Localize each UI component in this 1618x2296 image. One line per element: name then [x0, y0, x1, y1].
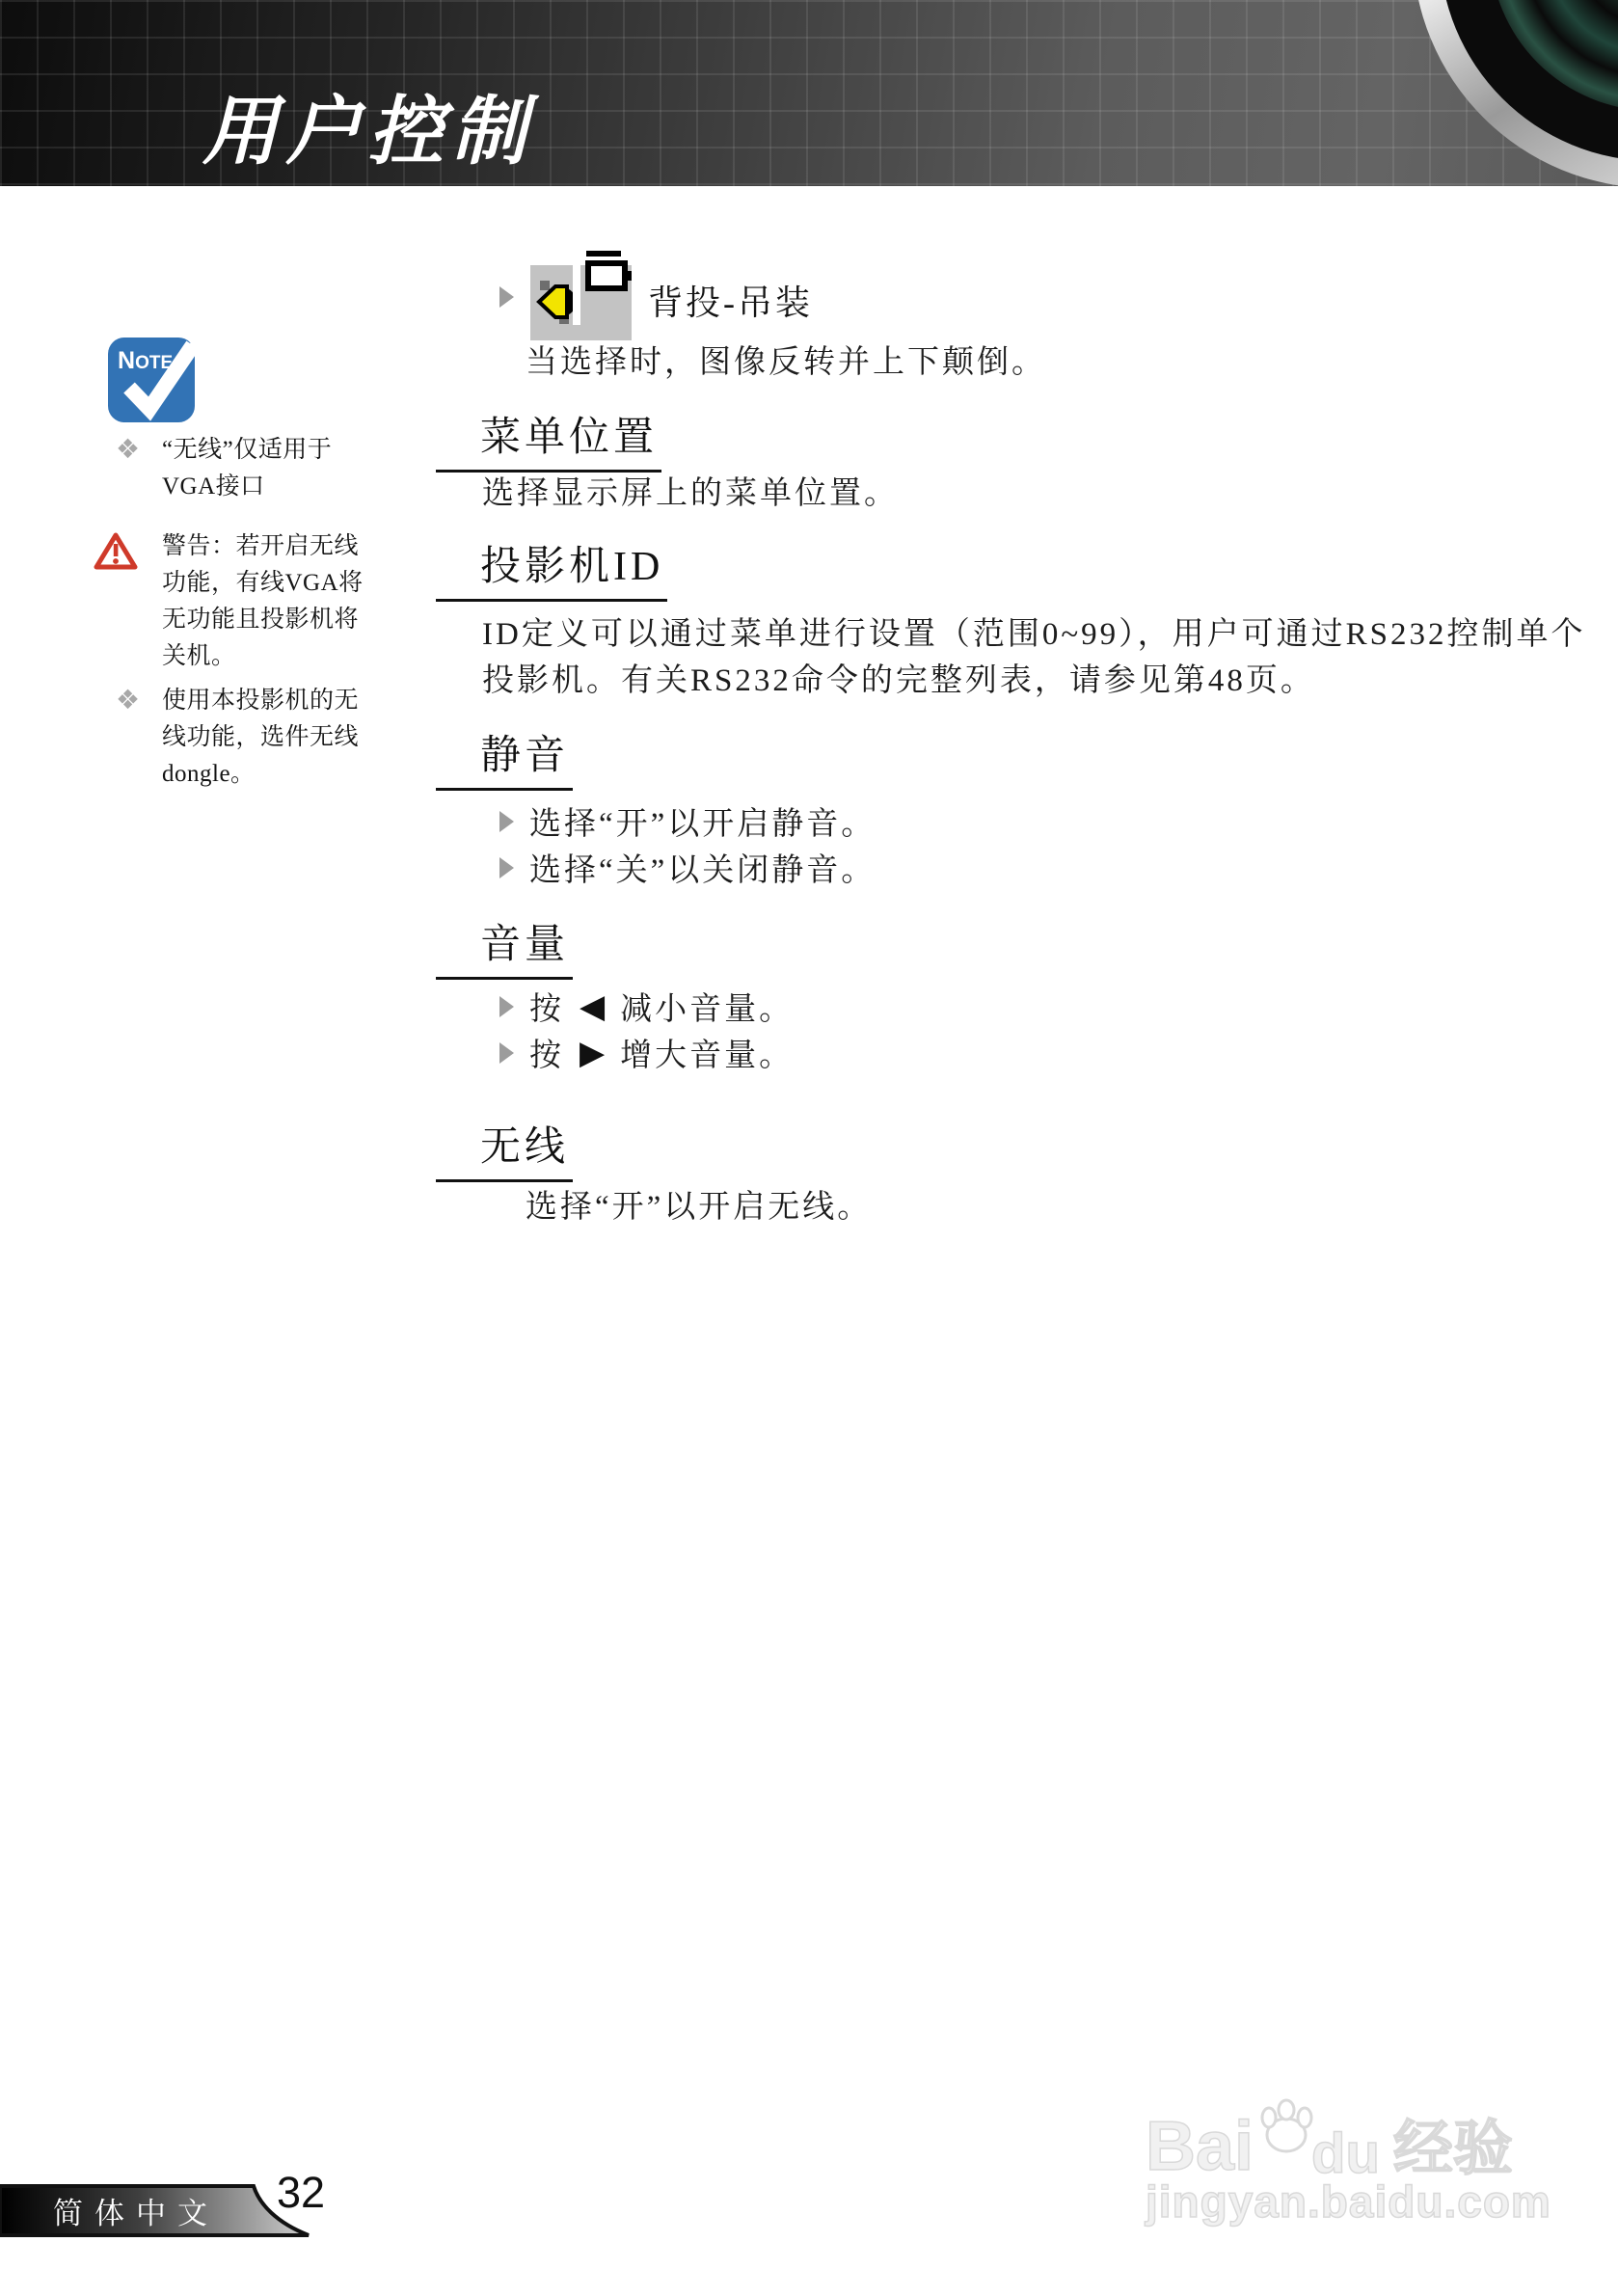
projector-lens-photo [1403, 0, 1618, 186]
section-heading-mute: 静音 [436, 723, 573, 791]
baidu-logo-text-du: du [1311, 2122, 1380, 2185]
diamond-bullet-icon: ❖ [116, 433, 141, 465]
mute-bullet-off [499, 845, 876, 890]
warning-icon [93, 531, 139, 577]
page-number: 32 [277, 2168, 326, 2217]
baidu-jingyan-watermark [1146, 2100, 1513, 2186]
baidu-logo-text-bai: Bai [1146, 2108, 1254, 2185]
rear-ceiling-bullet [499, 286, 514, 308]
baidu-brand-text: 经验 [1392, 2116, 1513, 2182]
baidu-paw-icon [1255, 2095, 1317, 2174]
section-heading-wireless: 无线 [436, 1115, 573, 1182]
diamond-bullet-icon: ❖ [116, 684, 141, 716]
volume-left-arrow-icon: ◀ [580, 986, 606, 1026]
section-heading-volume: 音量 [436, 912, 573, 980]
arrow-right-bullet-icon [499, 857, 514, 878]
rear-ceiling-description: 当选择时，图像反转并上下颠倒。 [526, 345, 1046, 380]
volume-decrease-prefix: 按 [529, 992, 564, 1027]
volume-increase-prefix: 按 [529, 1039, 564, 1073]
arrow-right-bullet-icon [499, 811, 514, 832]
arrow-right-bullet-icon [499, 996, 514, 1017]
rear-ceiling-projection-icon [530, 265, 632, 345]
wireless-body: 选择“开”以开启无线。 [526, 1190, 873, 1225]
watermark-url: jingyan.baidu.com [1146, 2176, 1551, 2227]
menu-location-body: 选择显示屏上的菜单位置。 [482, 476, 899, 511]
note-icon [96, 314, 224, 431]
rear-ceiling-label: 背投-吊装 [648, 284, 813, 322]
volume-decrease-text: 减小音量。 [620, 992, 795, 1027]
svg-text:NOTE: NOTE [118, 347, 174, 374]
page-header-banner [0, 0, 1618, 186]
sidebar-note-wireless-vga: “无线”仅适用于VGA接口 [162, 437, 333, 500]
projector-id-body: ID定义可以通过菜单进行设置（范围0~99），用户可通过RS232控制单个投影机。有关RS232命令的完整列表，请参见第48页。 [482, 617, 1586, 698]
mute-bullet-on [499, 798, 876, 844]
volume-decrease-bullet [499, 984, 794, 1029]
page-title: 用户控制 [202, 90, 535, 174]
volume-increase-text: 增大音量。 [620, 1039, 795, 1073]
mute-on-text: 选择“开”以开启静音。 [529, 807, 876, 842]
volume-increase-bullet [499, 1030, 794, 1075]
footer-language-label: 简体中文 [53, 2197, 219, 2230]
volume-right-arrow-icon: ▶ [580, 1033, 606, 1072]
arrow-right-bullet-icon [499, 286, 514, 308]
sidebar-note-dongle: 使用本投影机的无线功能，选件无线dongle。 [162, 688, 360, 787]
mute-off-text: 选择“关”以关闭静音。 [529, 853, 876, 888]
section-heading-menu-location: 菜单位置 [436, 405, 661, 473]
section-heading-projector-id: 投影机ID [436, 534, 667, 602]
sidebar-warning-text: 警告：若开启无线功能，有线VGA将无功能且投影机将关机。 [162, 533, 364, 669]
arrow-right-bullet-icon [499, 1042, 514, 1064]
